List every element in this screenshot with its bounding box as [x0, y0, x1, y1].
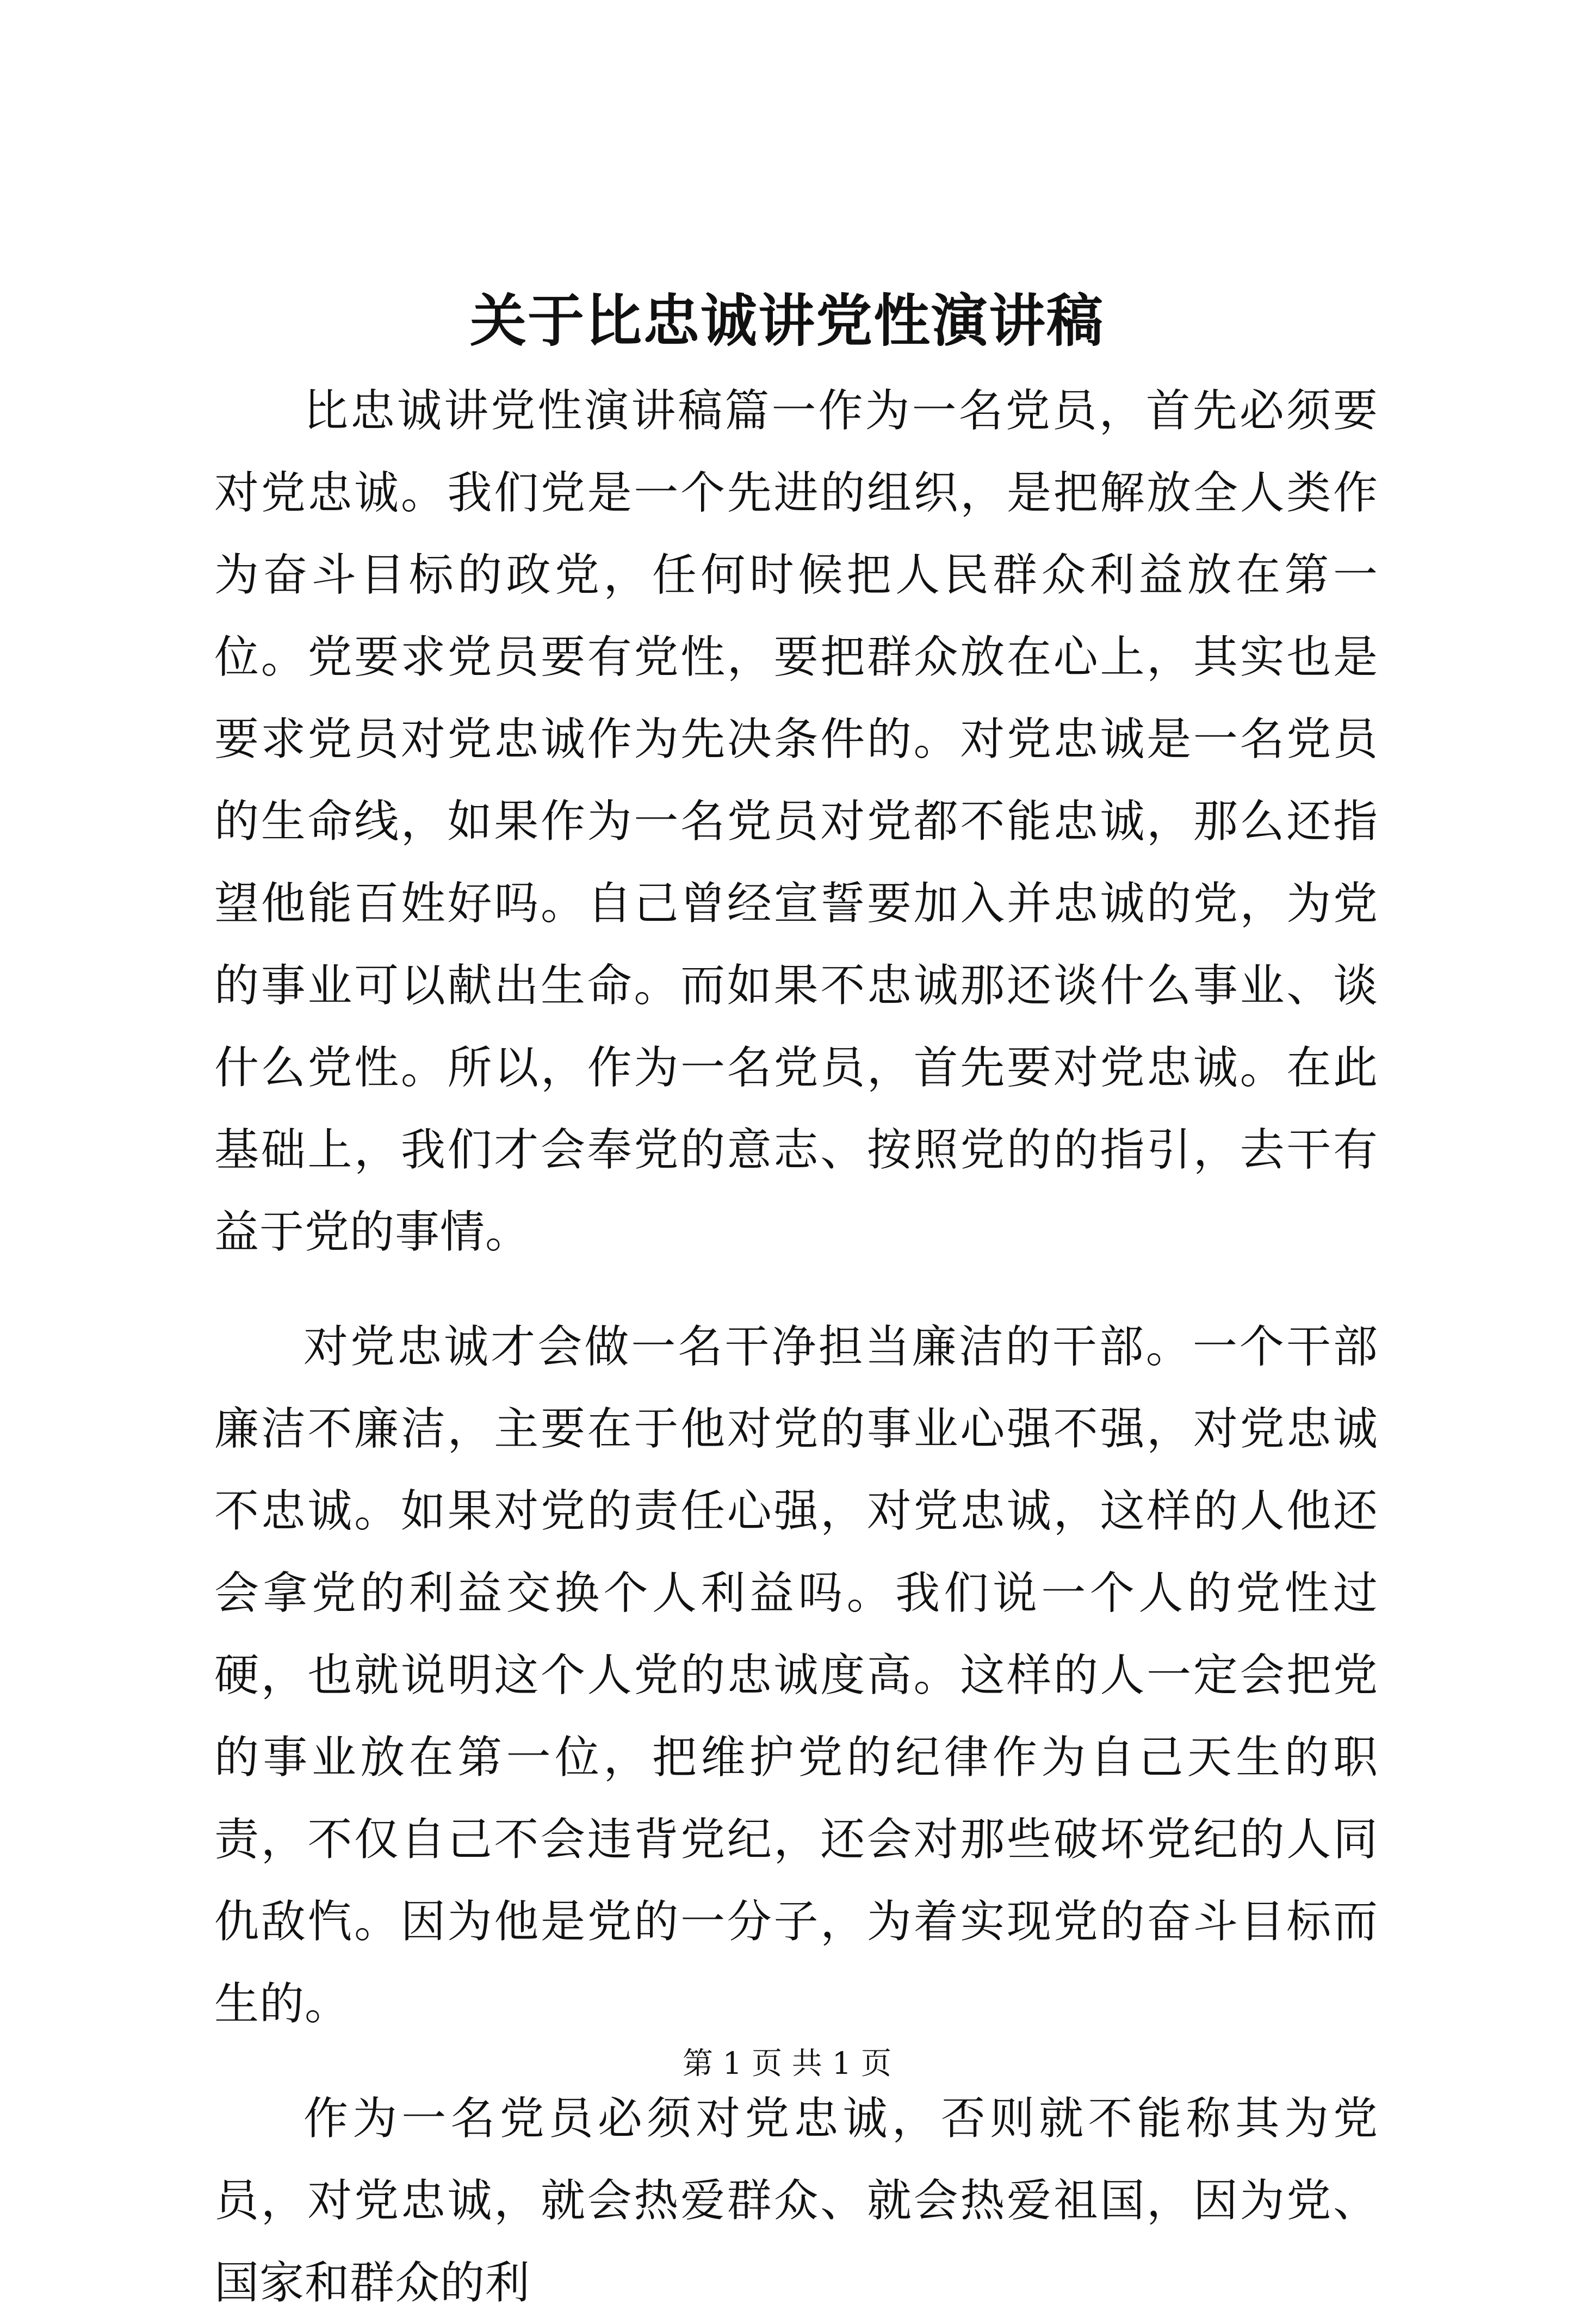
paragraph-3: 作为一名党员必须对党忠诚，否则就不能称其为党员，对党忠诚，就会热爱群众、就会热爱祖国，因为党、国家和群众的利 — [214, 2093, 1378, 2309]
paragraph-1: 比忠诚讲党性演讲稿篇一作为一名党员，首先必须要对党忠诚。我们党是一个先进的组织，是把解放全人类作为奋斗目标的政党，任何时候把人民群众利益放在第一位。党要求党员要有党性，要把群众放在心上，其实也是要求党员对党忠诚作为先决条件的。对党忠诚是一名党员的生命线，如果作为一名党员对党都不能忠诚，那么还指望他能百姓好吗。自己曾经宣誓要加入并忠诚的党，为党的事业可以献出生命。而如果不忠诚那还谈什么事业、谈什么党性。所以，作为一名党员，首先要对党忠诚。在此基础上，我们才会奉党的意志、按照党的的指引，去干有益于党的事情。 — [214, 385, 1378, 1258]
document-title: 关于比忠诚讲党性演讲稿 — [469, 287, 1104, 354]
paragraph-2: 对党忠诚才会做一名干净担当廉洁的干部。一个干部廉洁不廉洁，主要在于他对党的事业心强不强，对党忠诚不忠诚。如果对党的责任心强，对党忠诚，这样的人他还会拿党的利益交换个人利益吗。我们说一个人的党性过硬，也就说明这个人党的忠诚度高。这样的人一定会把党的事业放在第一位，把维护党的纪律作为自己天生的职责，不仅自己不会违背党纪，还会对那些破坏党纪的人同仇敌忾。因为他是党的一分子，为着实现党的奋斗目标而生的。 — [214, 1321, 1378, 2030]
document-body — [214, 370, 1378, 2324]
page-footer: 第 1 页 共 1 页 — [682, 2046, 892, 2081]
